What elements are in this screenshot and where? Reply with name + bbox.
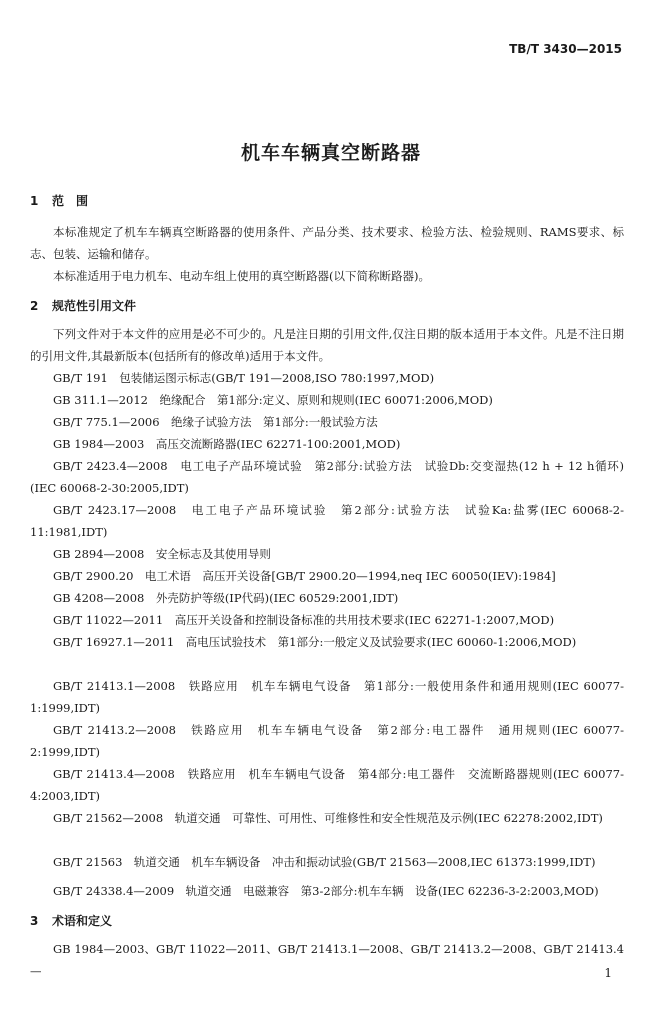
reference-item: GB 4208—2008 外壳防护等级(IP代码)(IEC 60529:2001,IDT) bbox=[53, 591, 399, 605]
section-heading-normative-references bbox=[30, 297, 136, 314]
reference-item: GB/T 2423.17—2008 电工电子产品环境试验 第2部分:试验方法 试验Ka:盐雾(IEC 60068-2-11:1981,IDT) bbox=[30, 503, 624, 539]
reference-item: GB 1984—2003 高压交流断路器(IEC 62271-100:2001,MOD) bbox=[53, 437, 401, 451]
section-number: 2 bbox=[30, 299, 39, 313]
reference-item: GB/T 21413.1—2008 铁路应用 机车车辆电气设备 第1部分:一般使用条件和通用规则(IEC 60077-1:1999,IDT) bbox=[30, 679, 624, 715]
section-title: 规范性引用文件 bbox=[52, 299, 137, 313]
terms-paragraph: GB 1984—2003、GB/T 11022—2011、GB/T 21413.1—2008、GB/T 21413.2—2008、GB/T 21413.4— bbox=[30, 942, 624, 978]
reference-item: GB/T 11022—2011 高压开关设备和控制设备标准的共用技术要求(IEC 62271-1:2007,MOD) bbox=[53, 613, 555, 627]
section-title: 术语和定义 bbox=[52, 914, 113, 928]
scope-paragraph: 本标准适用于电力机车、电动车组上使用的真空断路器(以下简称断路器)。 bbox=[53, 269, 430, 283]
document-title: 机车车辆真空断路器 bbox=[240, 142, 421, 164]
reference-item: GB/T 21413.4—2008 铁路应用 机车车辆电气设备 第4部分:电工器件 交流断路器规则(IEC 60077-4:2003,IDT) bbox=[30, 767, 624, 803]
section-heading-terms bbox=[30, 912, 112, 929]
reference-item: GB 311.1—2012 绝缘配合 第1部分:定义、原则和规则(IEC 60071:2006,MOD) bbox=[53, 393, 493, 407]
reference-item: GB/T 21562—2008 轨道交通 可靠性、可用性、可维修性和安全性规范及示例(IEC 62278:2002,IDT) bbox=[53, 811, 603, 825]
reference-item: GB/T 21563 轨道交通 机车车辆设备 冲击和振动试验(GB/T 21563—2008,IEC 61373:1999,IDT) bbox=[53, 855, 596, 869]
reference-item: GB/T 2900.20 电工术语 高压开关设备[GB/T 2900.20—1994,neq IEC 60050(IEV):1984] bbox=[53, 569, 556, 583]
reference-item: GB/T 191 包装储运图示标志(GB/T 191—2008,ISO 780:1997,MOD) bbox=[53, 371, 435, 385]
reference-item: GB/T 2423.4—2008 电工电子产品环境试验 第2部分:试验方法 试验Db:交变湿热(12 h + 12 h循环)(IEC 60068-2-30:2005,IDT) bbox=[30, 459, 624, 495]
reference-item: GB/T 16927.1—2011 高电压试验技术 第1部分:一般定义及试验要求(IEC 60060-1:2006,MOD) bbox=[53, 635, 577, 649]
scope-paragraph: 本标准规定了机车车辆真空断路器的使用条件、产品分类、技术要求、检验方法、检验规则、RAMS要求、标志、包装、运输和储存。 bbox=[30, 225, 624, 261]
section-number: 1 bbox=[30, 194, 39, 208]
page-number: 1 bbox=[604, 966, 612, 980]
section-title: 范 围 bbox=[52, 194, 89, 208]
section-number: 3 bbox=[30, 914, 39, 928]
section-heading-scope bbox=[30, 192, 88, 209]
references-intro: 下列文件对于本文件的应用是必不可少的。凡是注日期的引用文件,仅注日期的版本适用于本文件。凡是不注日期的引用文件,其最新版本(包括所有的修改单)适用于本文件。 bbox=[30, 327, 624, 363]
reference-item: GB/T 24338.4—2009 轨道交通 电磁兼容 第3-2部分:机车车辆 设备(IEC 62236-3-2:2003,MOD) bbox=[53, 884, 599, 898]
standard-code: TB/T 3430—2015 bbox=[509, 42, 622, 56]
reference-item: GB 2894—2008 安全标志及其使用导则 bbox=[53, 547, 271, 561]
reference-item: GB/T 21413.2—2008 铁路应用 机车车辆电气设备 第2部分:电工器件 通用规则(IEC 60077-2:1999,IDT) bbox=[30, 723, 624, 759]
reference-item: GB/T 775.1—2006 绝缘子试验方法 第1部分:一般试验方法 bbox=[53, 415, 378, 429]
